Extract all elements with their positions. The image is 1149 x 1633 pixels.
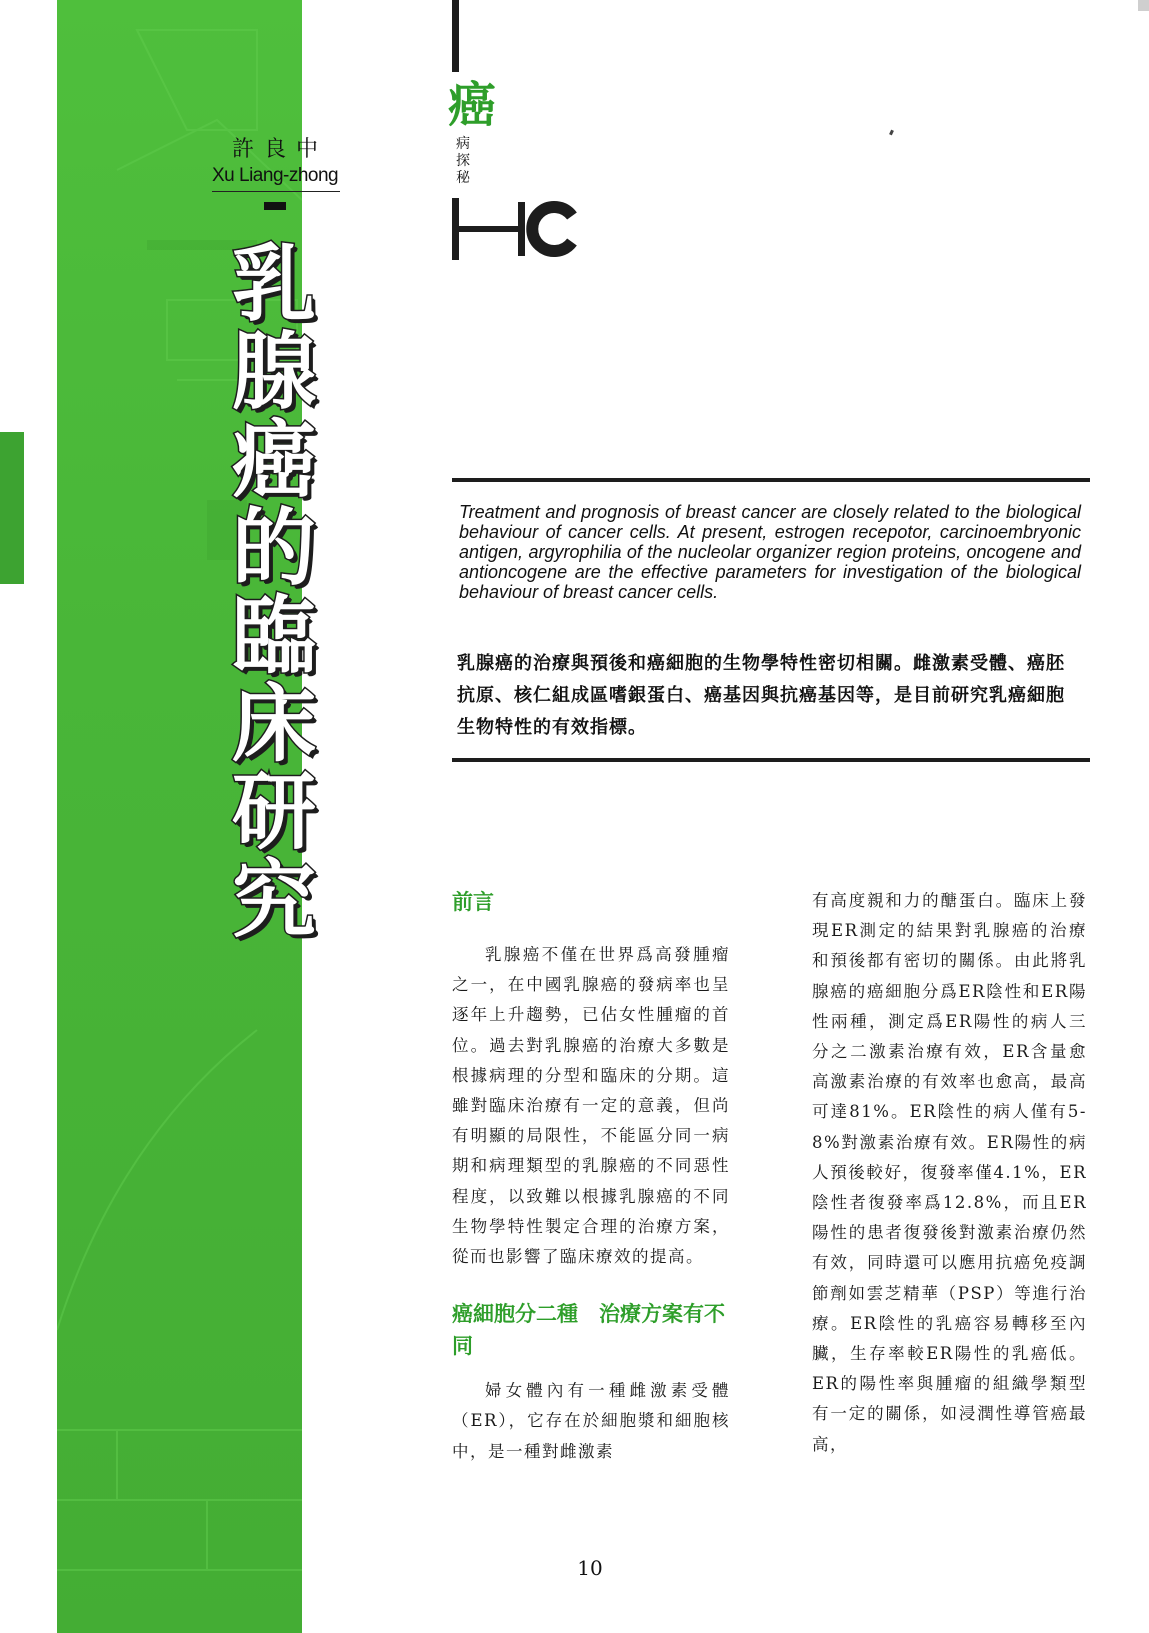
scan-speck	[889, 130, 894, 136]
title-char: 究	[231, 851, 316, 949]
body-column-right	[812, 886, 1087, 1460]
section-heading-intro: 前言	[452, 890, 494, 914]
column-small-char: 秘	[456, 170, 470, 186]
author-name-chinese: 許良中	[231, 137, 328, 162]
column-label-small	[456, 136, 476, 187]
cell-types-paragraph: 婦女體內有一種雌激素受體（ER），它存在於細胞漿和細胞核中，是一種對雌激素	[452, 1381, 730, 1461]
author-block	[200, 136, 340, 192]
title-char: 臨	[231, 587, 316, 685]
title-char: 癌	[231, 411, 316, 509]
article-title	[224, 235, 324, 949]
title-char: 床	[231, 675, 316, 773]
section-heading-cell-types: 癌細胞分二種 治療方案有不同	[452, 1302, 725, 1359]
title-char: 研	[231, 763, 316, 861]
author-marker	[264, 202, 286, 210]
title-char: 乳	[231, 235, 316, 333]
er-paragraph: 有高度親和力的醣蛋白。臨床上發現ER測定的結果對乳腺癌的治療和預後都有密切的關係。由此將乳腺癌的癌細胞分爲ER陰性和ER陽性兩種，測定爲ER陽性的病人三分之二激素治療有效，ER含量愈高激素治療的有效率也愈高，最高可達81%。ER陰性的病人僅有5-8%對激素治療有效。ER陽性的病人預後較好，復發率僅4.1%，ER陰性者復發率爲12.8%，而且ER陽性的患者復發後對激素治療仍然有效，同時還可以應用抗癌免疫調節劑如雲芝精華（PSP）等進行治療。ER陰性的乳癌容易轉移至內臟，生存率較ER陽性的乳癌低。ER的陽性率與腫瘤的組織學類型有一定的關係，如浸潤性導管癌最高，	[812, 891, 1087, 1454]
author-underline	[212, 191, 340, 192]
column-label-big: 癌	[448, 77, 497, 133]
intro-paragraph: 乳腺癌不僅在世界爲高發腫瘤之一，在中國乳腺癌的發病率也呈逐年上升趨勢，已佔女性腫瘤的首位。過去對乳腺癌的治療大多數是根據病理的分型和臨床的分期。這雖對臨床治療有一定的意義，但尚有明顯的局限性，不能區分同一病期和病理類型的乳腺癌的不同惡性程度，以致難以根據乳腺癌的不同生物學特性製定合理的治療方案，從而也影響了臨床療效的提高。	[452, 945, 730, 1267]
body-column-left	[452, 886, 730, 1467]
hc-logo-icon	[448, 198, 578, 260]
column-small-char: 病	[456, 136, 470, 152]
abstract-top-rule	[452, 478, 1090, 482]
corner-mark	[1138, 0, 1149, 11]
abstract-english: Treatment and prognosis of breast cancer are closely related to the biological behaviour of cancer cells. At present, estrogen recepotor, carcinoembryonic antigen, argyrophilia of the nucleolar organizer region proteins, oncogene and antioncogene are the effective parameters for investigation of the biological behaviour of breast cancer cells.	[459, 502, 1081, 602]
left-edge-tab	[0, 432, 24, 584]
title-char: 腺	[231, 323, 316, 421]
abstract-bottom-rule	[452, 758, 1090, 762]
abstract-chinese: 乳腺癌的治療與預後和癌細胞的生物學特性密切相關。雌激素受體、癌胚抗原、核仁組成區嗜銀蛋白、癌基因與抗癌基因等，是目前研究乳癌細胞生物特性的有效指標。	[457, 653, 1065, 738]
title-char: 的	[231, 499, 316, 597]
column-bar	[452, 0, 459, 72]
page-number: 10	[577, 1556, 603, 1580]
column-small-char: 探	[456, 153, 470, 169]
author-name-english: Xu Liang-zhong	[212, 165, 339, 186]
